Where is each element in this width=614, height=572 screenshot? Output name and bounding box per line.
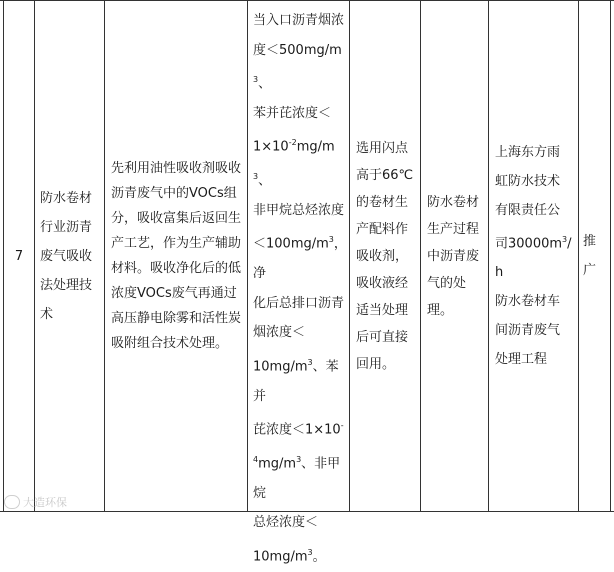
indicator-line: 苯并芘浓度＜ (253, 105, 332, 121)
col-divider (488, 0, 489, 512)
case-cell (495, 0, 575, 512)
technology-name-cell (40, 0, 100, 512)
col-divider (420, 0, 421, 512)
row-number: 7 (14, 248, 24, 264)
application-scope: 防水卷材生产过程中沥青废气的处理。 (427, 194, 480, 318)
indicator-line: 烟浓度＜ (253, 325, 306, 341)
technical-indicators (253, 0, 347, 572)
row-number-cell (4, 0, 34, 512)
indicator-line: $10mg/m^3$、苯并 (253, 357, 339, 404)
indicator-line: 化后总排口沥青 (253, 295, 345, 311)
indicator-line: $1\times 10^{-2}mg/m^3$、 (253, 138, 335, 189)
col-divider (610, 0, 611, 512)
indicator-line: $<100mg/m^3$，净 (253, 235, 347, 282)
principle-cell (111, 0, 243, 512)
indicator-line: 芘浓度＜1×10- (253, 421, 344, 438)
status-cell (583, 0, 607, 512)
promotion-status: 推广 (583, 234, 597, 278)
watermark (4, 494, 67, 510)
watermark-text: 大造环保 (23, 496, 67, 509)
indicator-line: $10mg/m^3$。 (253, 547, 326, 565)
col-divider (104, 0, 105, 512)
col-divider (34, 0, 35, 512)
col-divider (578, 0, 579, 512)
indicator-line: 非甲烷总烃浓度 (253, 202, 345, 218)
indicators-cell (253, 0, 347, 565)
col-divider (247, 0, 248, 512)
application-conditions: 选用闪点高于66℃的卷材生产配料作吸收剂，吸收液经适当处理后可直接回用。 (356, 140, 414, 372)
conditions-cell (356, 0, 416, 512)
scope-cell (427, 0, 485, 512)
weibo-logo-icon (4, 495, 20, 509)
indicator-line: 度$<500mg/m^3$、 (253, 42, 342, 92)
col-divider (349, 0, 350, 512)
application-case: 上海东方雨 虹防水技术 有限责任公 司$30000m^3/h$ 防水卷材车 间沥青废气 处理工程 (495, 144, 572, 368)
indicator-line: $^4mg/m^3$、非甲烷 (253, 454, 341, 501)
technology-name: 防水卷材行业沥青废气吸收法处理技术 (40, 190, 93, 322)
indicator-line: 当入口沥青烟浓 (253, 13, 345, 28)
indicator-line: 总烃浓度＜ (253, 515, 319, 531)
technology-principle: 先利用油性吸收剂吸收沥青废气中的VOCs组分，吸收富集后返回生产工艺，作为生产辅助材料。吸收净化后的低浓度VOCs废气再通过高压静电除雾和活性炭吸附组合技术处理。 (111, 161, 242, 351)
